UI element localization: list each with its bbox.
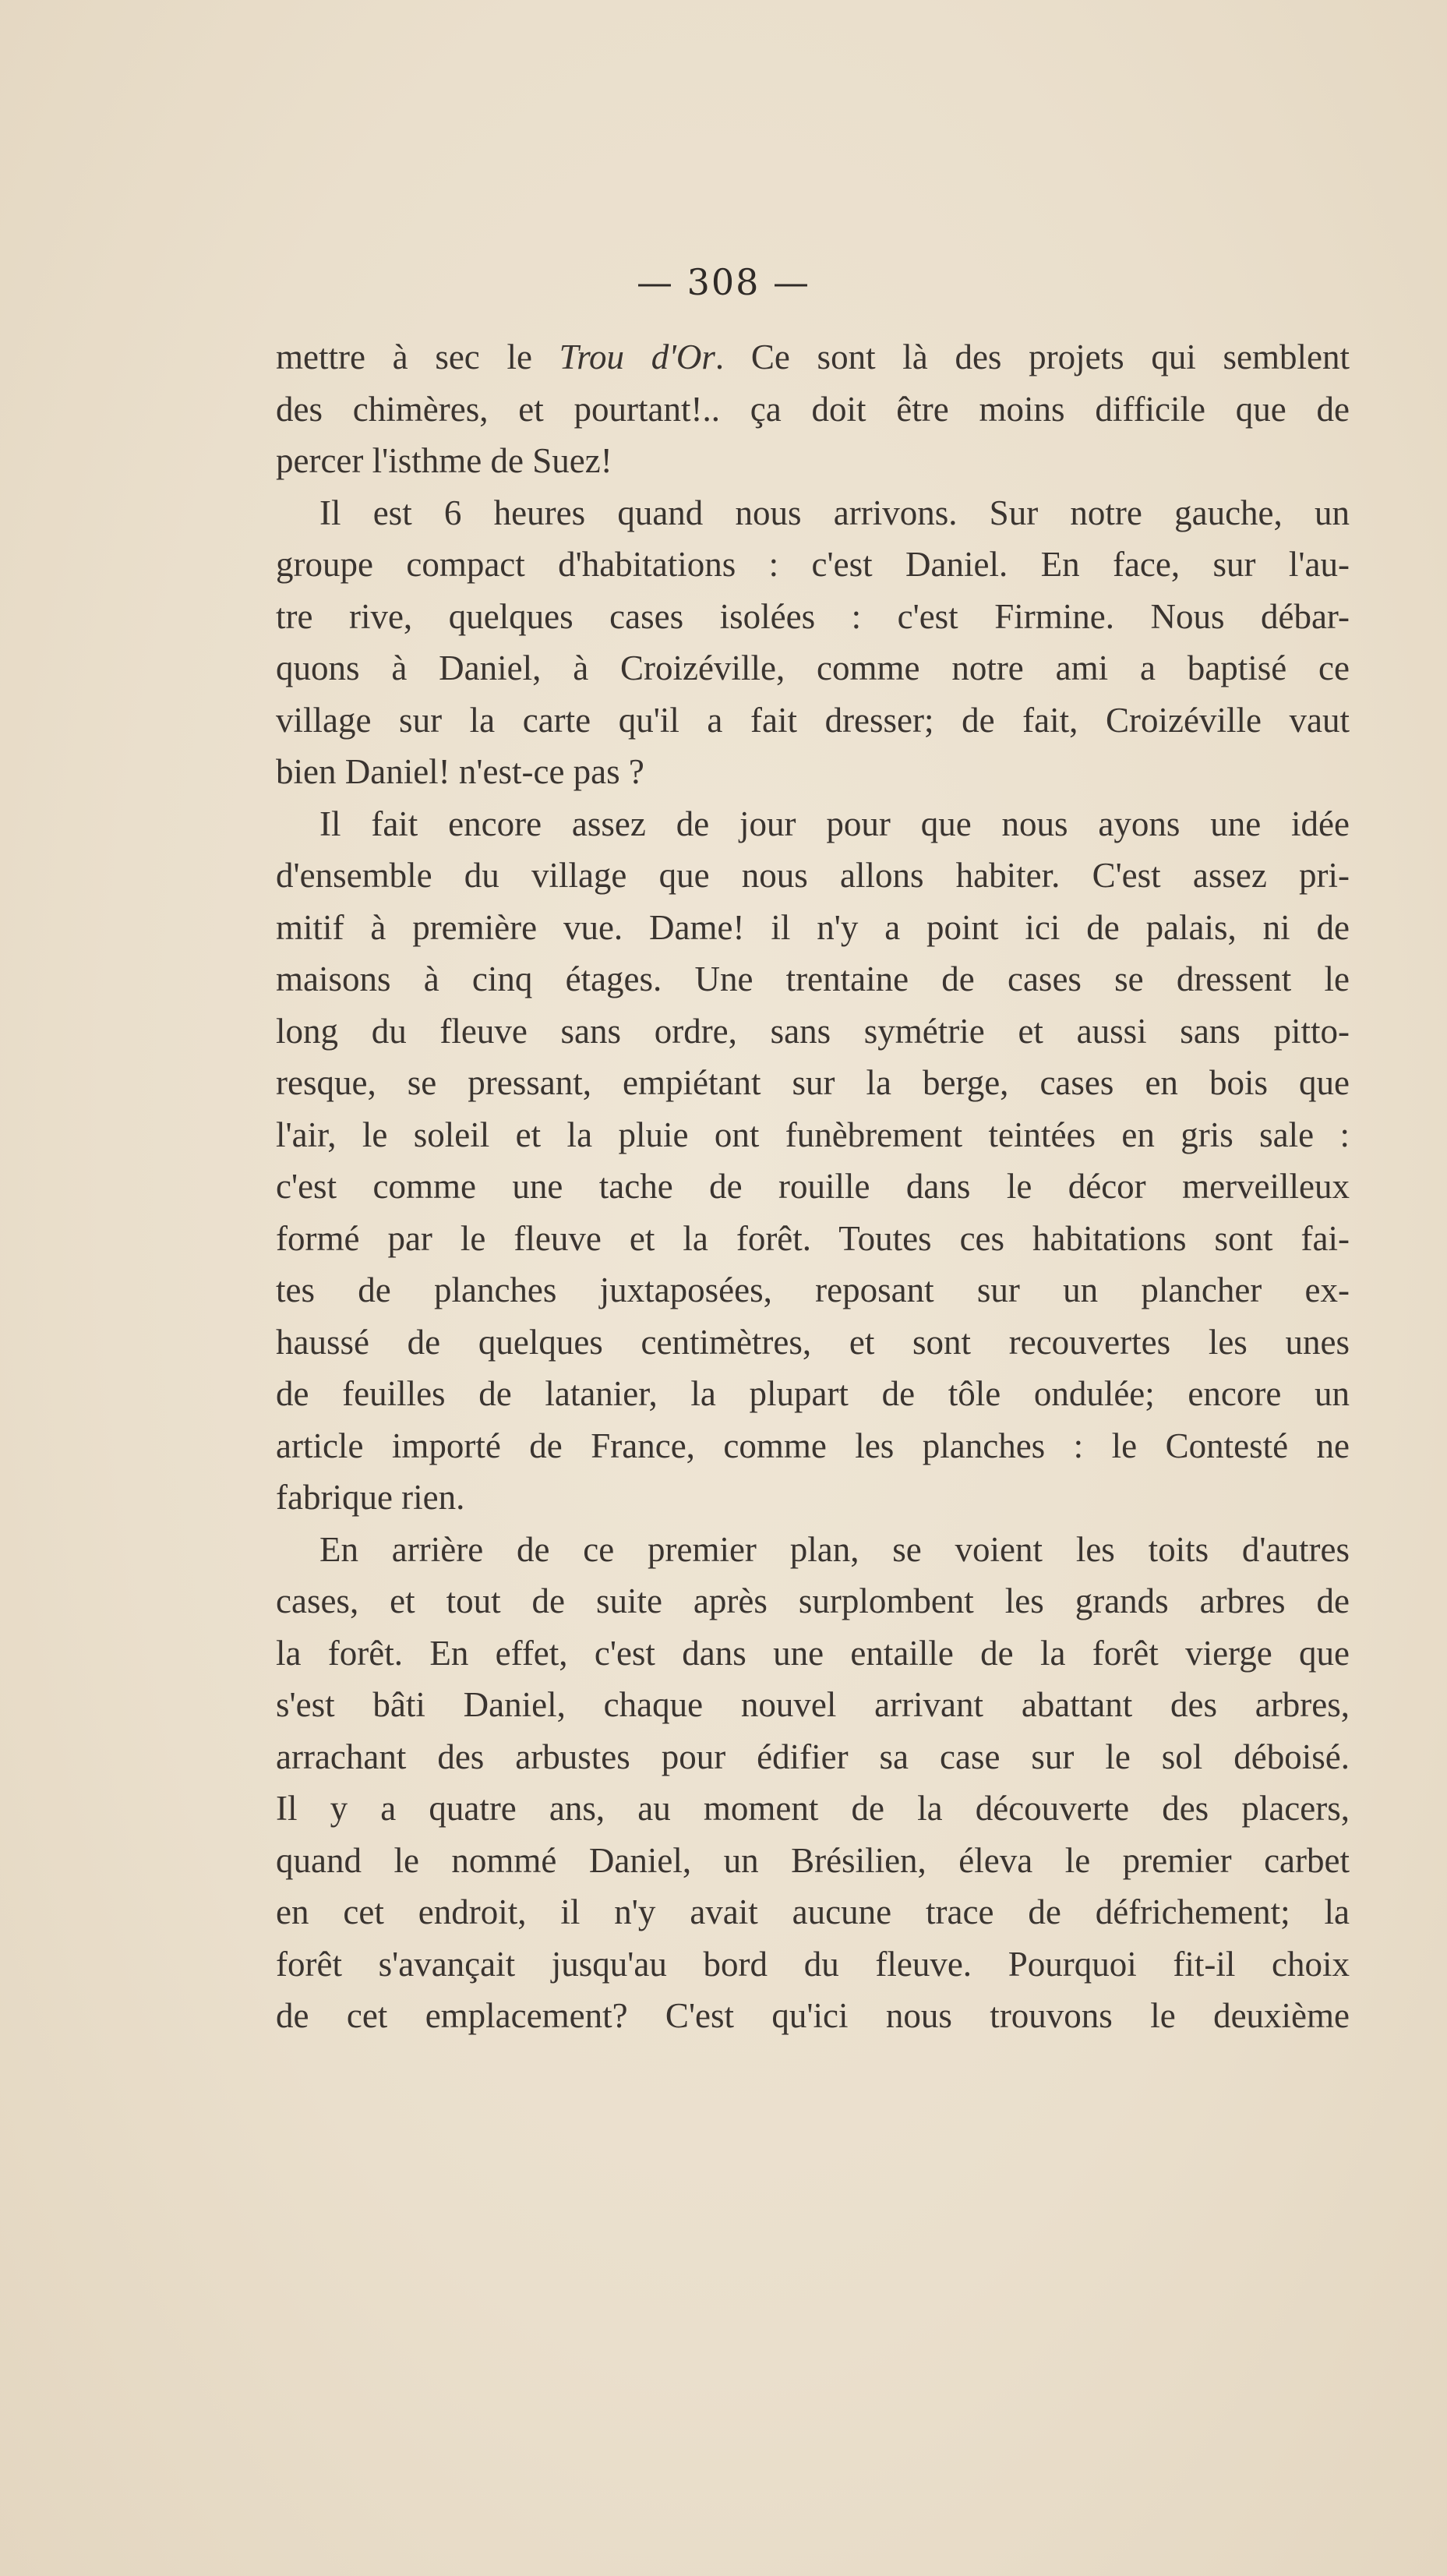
text-line (276, 953, 1350, 1005)
text-run: En arrière de ce premier plan, se voient les toits d'autres (319, 1529, 1350, 1569)
text-run: de cet emplacement? C'est qu'ici nous trouvons le deuxième (276, 1996, 1350, 2035)
paragraph (276, 487, 1350, 798)
text-line (276, 1057, 1350, 1109)
text-line (276, 1264, 1350, 1316)
text-run: de feuilles de latanier, la plupart de tôle ondulée; encore un (276, 1374, 1350, 1413)
text-run: cases, et tout de suite après surplombent les grands arbres de (276, 1581, 1350, 1620)
text-line (276, 1679, 1350, 1731)
text-run: Il y a quatre ans, au moment de la découverte des placers, (276, 1789, 1350, 1828)
text-line (276, 1213, 1350, 1265)
text-line (276, 694, 1350, 747)
text-run: forêt s'avançait jusqu'au bord du fleuve. Pourquoi fit-il choix (276, 1944, 1350, 1984)
text-line (276, 1990, 1350, 2042)
text-run: . Ce sont là des projets qui semblent (715, 337, 1350, 376)
text-run: c'est comme une tache de rouille dans le décor merveilleux (276, 1167, 1350, 1206)
text-line (276, 539, 1350, 591)
text-line (276, 1472, 1350, 1524)
text-run: quand le nommé Daniel, un Brésilien, éleva le premier carbet (276, 1840, 1350, 1880)
text-line (276, 331, 1350, 383)
text-run: haussé de quelques centimètres, et sont recouvertes les unes (276, 1322, 1350, 1362)
text-run: tes de planches juxtaposées, reposant sur un plancher ex- (276, 1270, 1350, 1309)
paragraph (276, 331, 1350, 487)
text-line (276, 1005, 1350, 1058)
paragraph (276, 1524, 1350, 2042)
text-line (276, 1886, 1350, 1938)
text-line (276, 487, 1350, 539)
text-run: bien Daniel! n'est-ce pas ? (276, 752, 644, 791)
text-run: d'ensemble du village que nous allons habiter. C'est assez pri- (276, 856, 1350, 895)
text-run: village sur la carte qu'il a fait dresser; de fait, Croizéville vaut (276, 700, 1350, 740)
text-line (276, 1368, 1350, 1420)
paragraph (276, 798, 1350, 1524)
text-line (276, 1627, 1350, 1680)
text-run: l'air, le soleil et la pluie ont funèbrement teintées en gris sale : (276, 1115, 1350, 1154)
text-line (276, 1316, 1350, 1369)
text-run: arrachant des arbustes pour édifier sa case sur le sol déboisé. (276, 1737, 1350, 1776)
text-line (276, 1161, 1350, 1213)
text-run: Il fait encore assez de jour pour que nous ayons une idée (319, 804, 1350, 843)
text-line (276, 1938, 1350, 1991)
text-line (276, 902, 1350, 954)
text-run: s'est bâti Daniel, chaque nouvel arrivant abattant des arbres, (276, 1685, 1350, 1724)
text-line (276, 591, 1350, 643)
text-line (276, 1835, 1350, 1887)
text-line (276, 435, 1350, 487)
text-run: percer l'isthme de Suez! (276, 441, 612, 480)
text-run: la forêt. En effet, c'est dans une entaille de la forêt vierge que (276, 1633, 1350, 1673)
text-line (276, 746, 1350, 798)
text-run: long du fleuve sans ordre, sans symétrie et aussi sans pitto- (276, 1011, 1350, 1051)
text-line (276, 642, 1350, 694)
text-line (276, 1783, 1350, 1835)
page-number: — 308 — (636, 261, 811, 303)
text-run: groupe compact d'habitations : c'est Daniel. En face, sur l'au- (276, 545, 1350, 584)
text-line (276, 1575, 1350, 1627)
body-text (276, 331, 1350, 2042)
text-run: mitif à première vue. Dame! il n'y a point ici de palais, ni de (276, 907, 1350, 947)
text-line (276, 383, 1350, 436)
text-run: tre rive, quelques cases isolées : c'est Firmine. Nous débar- (276, 596, 1350, 636)
text-line (276, 1420, 1350, 1472)
text-run: en cet endroit, il n'y avait aucune trace de défrichement; la (276, 1892, 1350, 1931)
text-line (276, 1731, 1350, 1783)
text-run: fabrique rien. (276, 1478, 465, 1517)
text-run: maisons à cinq étages. Une trentaine de cases se dressent le (276, 959, 1350, 998)
text-run: article importé de France, comme les planches : le Contesté ne (276, 1426, 1350, 1465)
text-run: resque, se pressant, empiétant sur la berge, cases en bois que (276, 1063, 1350, 1102)
text-line (276, 1109, 1350, 1161)
text-line (276, 1524, 1350, 1576)
text-line (276, 850, 1350, 902)
text-run: mettre à sec le (276, 337, 559, 376)
text-run: quons à Daniel, à Croizéville, comme notre ami a baptisé ce (276, 648, 1350, 687)
text-run: des chimères, et pourtant!.. ça doit être moins difficile que de (276, 389, 1350, 429)
italic-text: Trou d'Or (559, 337, 715, 376)
text-line (276, 798, 1350, 850)
text-run: formé par le fleuve et la forêt. Toutes ces habitations sont fai- (276, 1218, 1350, 1258)
text-run: Il est 6 heures quand nous arrivons. Sur notre gauche, un (319, 493, 1350, 532)
